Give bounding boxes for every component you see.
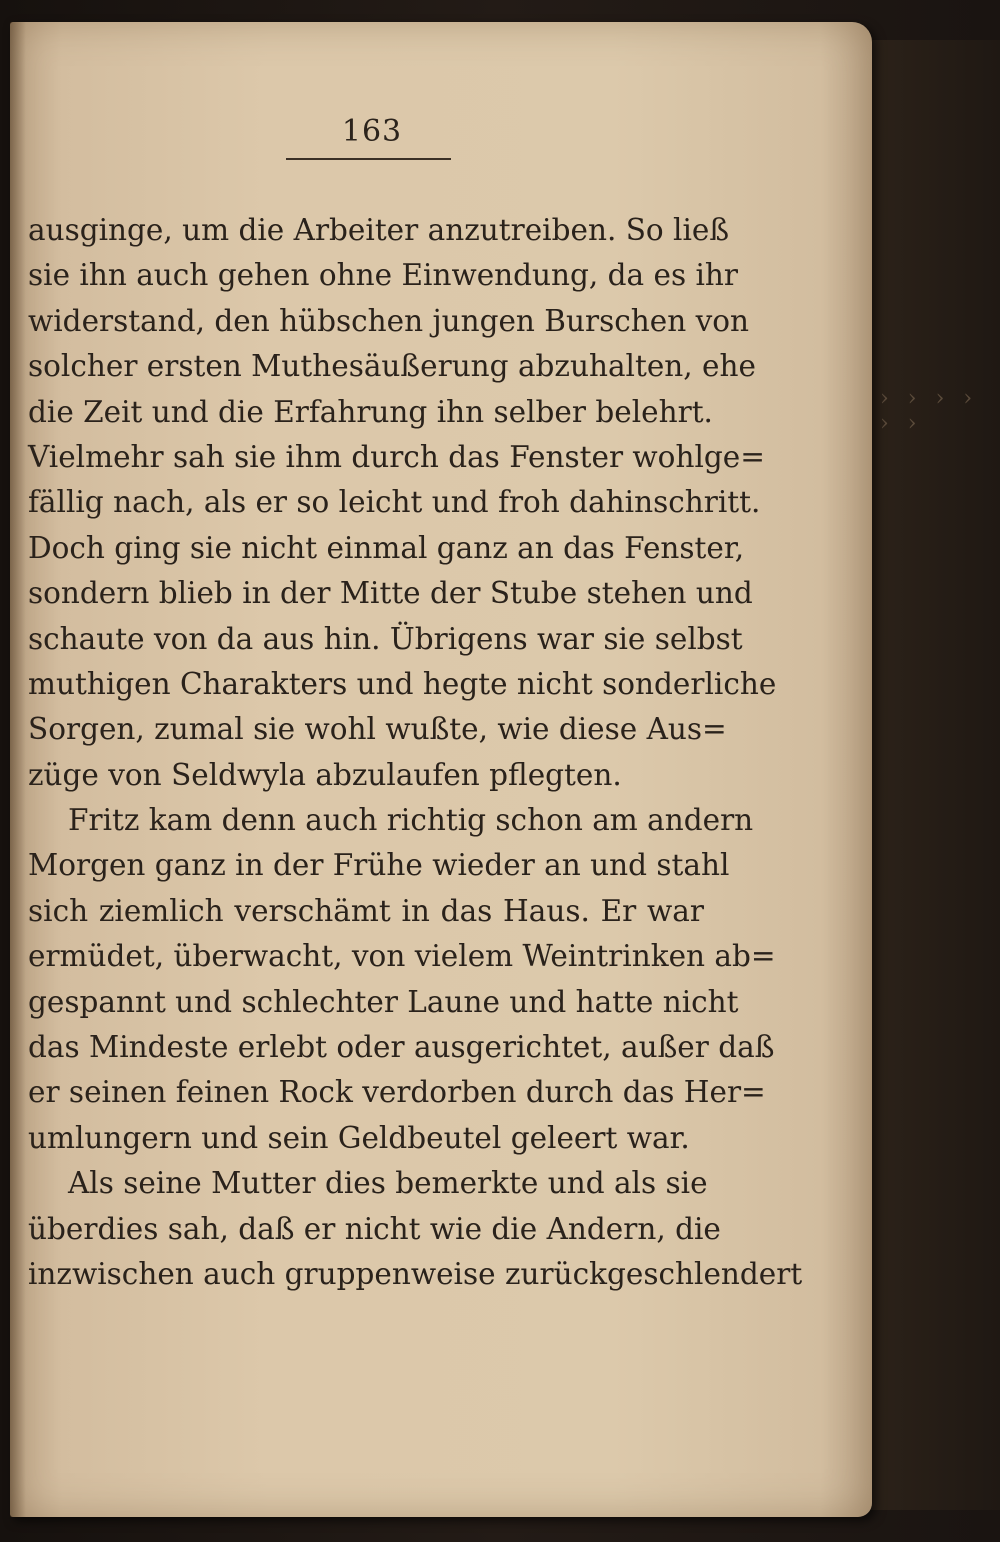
text-line: Morgen ganz in der Frühe wieder an und stahl (28, 848, 730, 883)
text-line: überdies sah, daß er nicht wie die Andern, die (28, 1211, 721, 1246)
text-line: inzwischen auch gruppenweise zurückgeschlendert (28, 1256, 803, 1291)
text-line: er seinen feinen Rock verdorben durch das Her= (28, 1075, 766, 1110)
text-line: Als seine Mutter dies bemerkte und als sie (68, 1166, 708, 1201)
text-line: Sorgen, zumal sie wohl wußte, wie diese Aus= (28, 712, 727, 747)
page-text (28, 208, 803, 1297)
text-line: züge von Seldwyla abzulaufen pflegten. (28, 757, 622, 792)
text-line: das Mindeste erlebt oder ausgerichtet, außer daß (28, 1030, 775, 1065)
text-line: widerstand, den hübschen jungen Burschen von (28, 303, 750, 338)
text-line: fällig nach, als er so leicht und froh dahinschritt. (28, 485, 761, 520)
text-line: die Zeit und die Erfahrung ihn selber belehrt. (28, 394, 713, 429)
text-line: sie ihn auch gehen ohne Einwendung, da es ihr (28, 258, 739, 293)
text-line: umlungern und sein Geldbeutel geleert war. (28, 1120, 690, 1155)
text-line: solcher ersten Muthesäußerung abzuhalten, ehe (28, 349, 756, 384)
text-line: ausginge, um die Arbeiter anzutreiben. So ließ (28, 213, 730, 247)
page-number: 163 (341, 114, 403, 149)
text-line: schaute von da aus hin. Übrigens war sie selbst (28, 621, 743, 656)
text-line: muthigen Charakters und hegte nicht sonderliche (28, 666, 777, 701)
text-line: Doch ging sie nicht einmal ganz an das Fenster, (28, 530, 745, 565)
book-page (10, 22, 872, 1517)
text-line: sich ziemlich verschämt in das Haus. Er war (28, 893, 704, 928)
text-line: Vielmehr sah sie ihm durch das Fenster wohlge= (28, 439, 765, 474)
text-line: ermüdet, überwacht, von vielem Weintrinken ab= (28, 939, 776, 974)
text-line: sondern blieb in der Mitte der Stube stehen und (28, 576, 753, 611)
header-rule (286, 158, 451, 160)
margin-marks: › › › › › › (880, 386, 979, 436)
spine-shadow (10, 22, 26, 1517)
book-cover-edge (868, 40, 1000, 1510)
text-line: Fritz kam denn auch richtig schon am andern (68, 803, 754, 838)
text-line: gespannt und schlechter Laune und hatte nicht (28, 984, 739, 1019)
